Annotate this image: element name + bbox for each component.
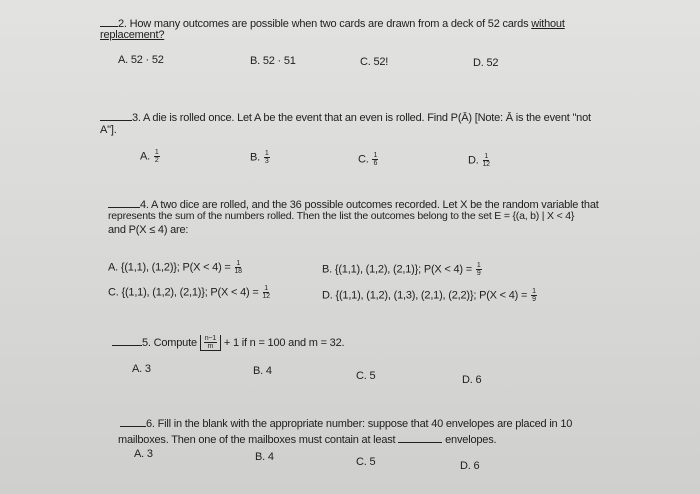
q6-stem-line1: 6. Fill in the blank with the appropriate number: suppose that 40 envelopes are placed in 10	[120, 415, 572, 430]
q6-option-c[interactable]: C. 5	[356, 456, 376, 468]
q6-option-d[interactable]: D. 6	[460, 460, 480, 472]
q3-option-b[interactable]: B. $\frac{1}{3}$	[250, 150, 269, 165]
q4-answer-blank[interactable]	[108, 196, 140, 208]
q6-stem-line2: mailboxes. Then one of the mailboxes must contain at least envelopes.	[118, 431, 496, 446]
q2-option-d[interactable]: D. 52	[473, 57, 499, 69]
q3-stem-line2: A"].	[100, 124, 117, 136]
q5-answer-blank[interactable]	[112, 334, 142, 346]
q4-stem-line3: and P(X ≤ 4) are:	[108, 224, 189, 236]
q5-option-c[interactable]: C. 5	[356, 370, 376, 382]
q4-stem-line2: represents the sum of the numbers rolled. Then the list the outcomes belong to the set E = {(a, b) | X < 4}	[108, 210, 575, 222]
q2-stem-line2: replacement?	[100, 29, 165, 41]
q3-stem-line1: 3. A die is rolled once. Let A be the event that an even is rolled. Find P(Ā) [Note: Ā is the event "not	[100, 109, 591, 124]
q3-answer-blank[interactable]	[100, 109, 132, 121]
q6-fill-blank[interactable]	[398, 431, 442, 443]
q5-option-a[interactable]: A. 3	[132, 363, 151, 375]
q3-option-c[interactable]: C. $\frac{1}{6}$	[358, 152, 378, 167]
q2-option-b[interactable]: B. 52 · 51	[250, 55, 296, 67]
q2-answer-blank[interactable]	[100, 15, 118, 27]
q3-option-d[interactable]: D. $\frac{1}{12}$	[468, 153, 490, 168]
q5-option-d[interactable]: D. 6	[462, 374, 482, 386]
q5-floor-expression: $\frac{n-1}{m}$	[200, 335, 221, 351]
q4-option-a[interactable]: A. {(1,1), (1,2)}; P(X < 4) = $\frac{1}{18}$	[108, 260, 242, 275]
q4-option-c[interactable]: C. {(1,1), (1,2), (2,1)}; P(X < 4) = $\frac{1}{12}$	[108, 285, 270, 300]
q5-stem: 5. Compute $\frac{n-1}{m}$ + 1 if n = 100 and m = 32.	[112, 334, 344, 351]
q6-answer-blank[interactable]	[120, 415, 146, 427]
q4-option-b[interactable]: B. {(1,1), (1,2), (2,1)}; P(X < 4) = $\frac{1}{9}$	[322, 262, 481, 277]
q2-option-a[interactable]: A. 52 · 52	[118, 54, 164, 66]
q3-option-a[interactable]: A. $\frac{1}{2}$	[140, 149, 159, 164]
q4-option-d[interactable]: D. {(1,1), (1,2), (1,3), (2,1), (2,2)}; P(X < 4) = $\frac{1}{9}$	[322, 288, 536, 303]
q4-stem-line1: 4. A two dice are rolled, and the 36 possible outcomes recorded. Let X be the random variable that	[108, 196, 599, 211]
q5-option-b[interactable]: B. 4	[253, 365, 272, 377]
q6-option-b[interactable]: B. 4	[255, 451, 274, 463]
q2-stem-line1: 2. How many outcomes are possible when two cards are drawn from a deck of 52 cards without	[100, 15, 565, 30]
q6-option-a[interactable]: A. 3	[134, 448, 153, 460]
q2-option-c[interactable]: C. 52!	[360, 56, 389, 68]
